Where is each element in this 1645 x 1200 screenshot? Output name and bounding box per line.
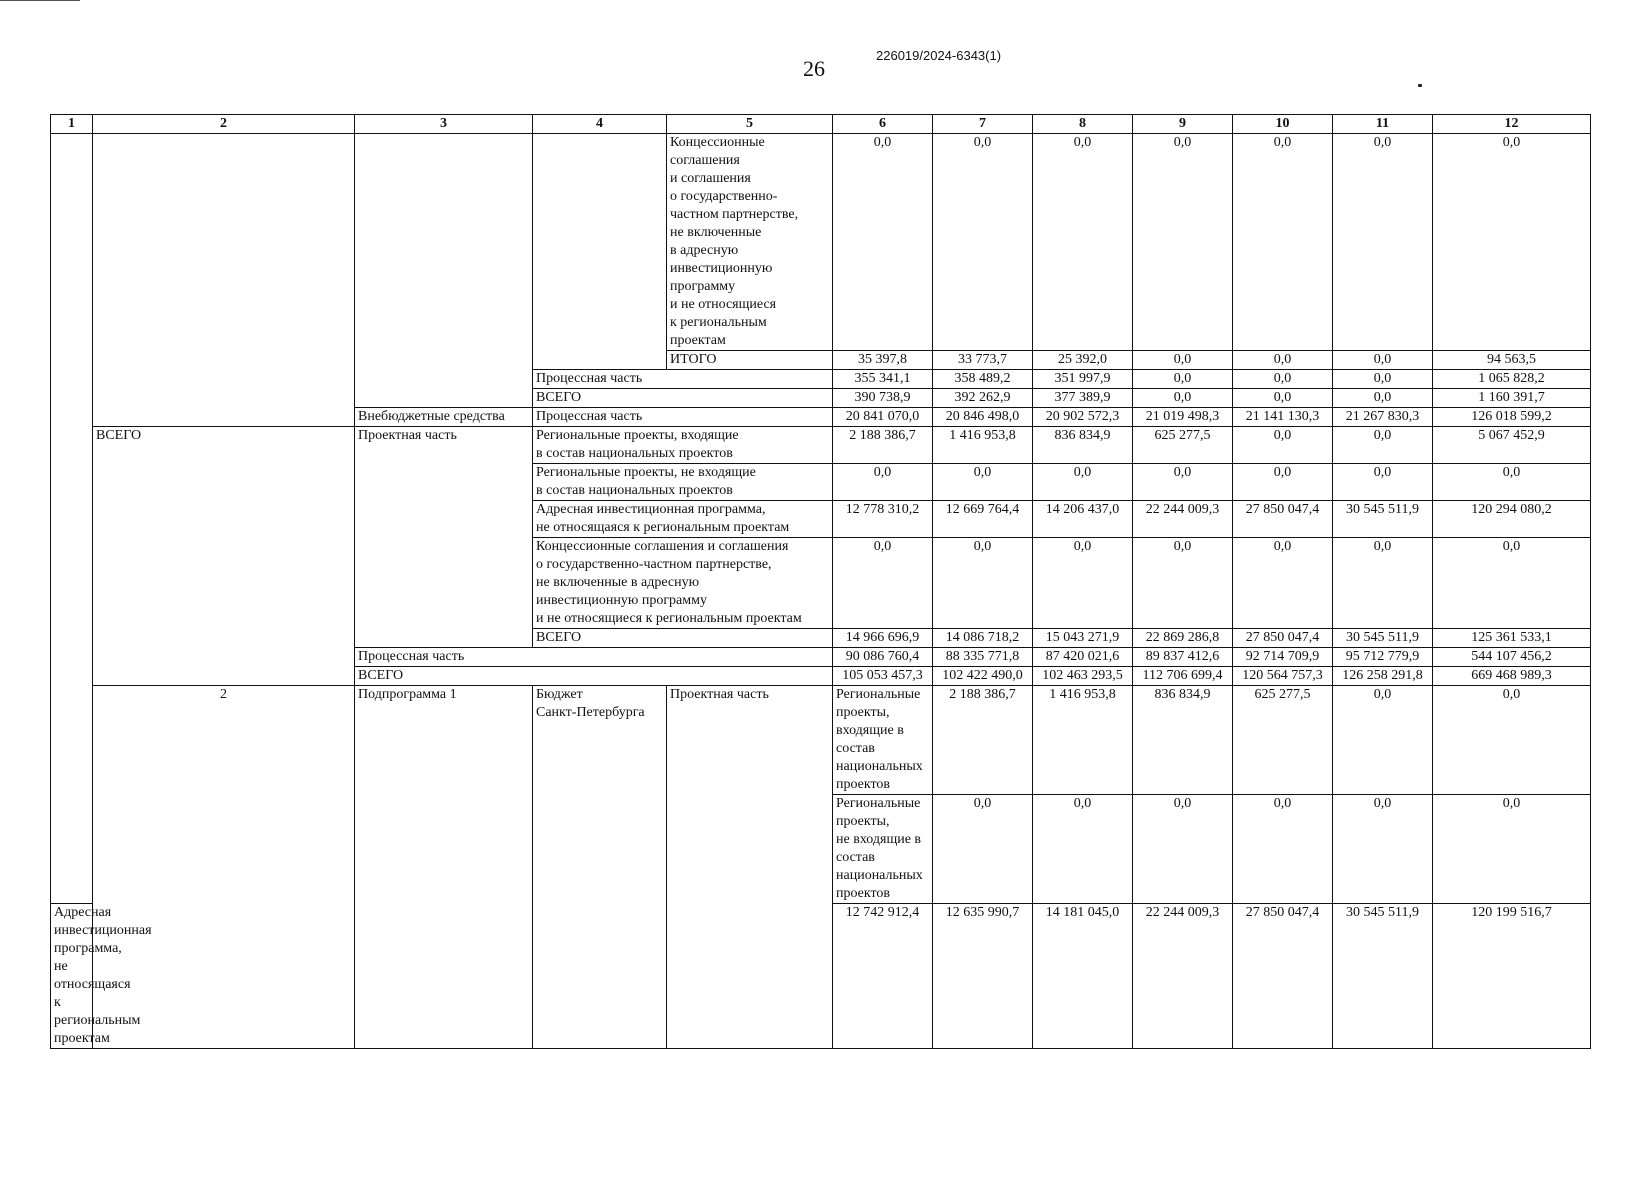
value-cell: 625 277,5 [1133, 427, 1233, 464]
value-cell: 0,0 [1133, 351, 1233, 370]
value-cell: 0,0 [1033, 134, 1133, 351]
value-cell: 120 564 757,3 [1233, 667, 1333, 686]
value-cell: 12 778 310,2 [833, 501, 933, 538]
row-label: Региональные проекты, входящие в состав национальных проектов [833, 686, 933, 795]
col-header: 1 [51, 115, 93, 134]
col-header: 3 [355, 115, 533, 134]
value-cell: 0,0 [1433, 464, 1591, 501]
col-header: 2 [93, 115, 355, 134]
value-cell: 25 392,0 [1033, 351, 1133, 370]
value-cell: 20 902 572,3 [1033, 408, 1133, 427]
value-cell: 1 160 391,7 [1433, 389, 1591, 408]
value-cell: 22 869 286,8 [1133, 629, 1233, 648]
value-cell: 0,0 [1333, 427, 1433, 464]
value-cell: 14 206 437,0 [1033, 501, 1133, 538]
row-label: Адресная инвестиционная программа, не относящаяся к региональным проектам [533, 501, 833, 538]
value-cell: 126 258 291,8 [1333, 667, 1433, 686]
col-header: 6 [833, 115, 933, 134]
value-cell: 0,0 [1233, 370, 1333, 389]
col-header: 4 [533, 115, 667, 134]
value-cell: 15 043 271,9 [1033, 629, 1133, 648]
row-label: Процессная часть [355, 648, 833, 667]
value-cell: 390 738,9 [833, 389, 933, 408]
cell-col4 [533, 134, 667, 370]
value-cell: 1 065 828,2 [1433, 370, 1591, 389]
value-cell: 0,0 [833, 464, 933, 501]
value-cell: 836 834,9 [1033, 427, 1133, 464]
value-cell: 112 706 699,4 [1133, 667, 1233, 686]
value-cell: 87 420 021,6 [1033, 648, 1133, 667]
value-cell: 0,0 [1133, 795, 1233, 904]
value-cell: 377 389,9 [1033, 389, 1133, 408]
value-cell: 2 188 386,7 [833, 427, 933, 464]
value-cell: 27 850 047,4 [1233, 629, 1333, 648]
value-cell: 0,0 [1233, 427, 1333, 464]
value-cell: 14 086 718,2 [933, 629, 1033, 648]
value-cell: 0,0 [1433, 686, 1591, 795]
value-cell: 0,0 [933, 464, 1033, 501]
value-cell: 12 742 912,4 [833, 904, 933, 1049]
value-cell: 120 199 516,7 [1433, 904, 1591, 1049]
col-header: 11 [1333, 115, 1433, 134]
value-cell: 0,0 [1333, 134, 1433, 351]
document-id: 226019/2024-6343(1) [876, 48, 1002, 63]
row-label: Региональные проекты, входящие в состав национальных проектов [533, 427, 833, 464]
table-row [51, 686, 1591, 795]
value-cell: 22 244 009,3 [1133, 501, 1233, 538]
row-label: Процессная часть [533, 408, 833, 427]
value-cell: 0,0 [1133, 538, 1233, 629]
value-cell: 0,0 [1233, 538, 1333, 629]
value-cell: 30 545 511,9 [1333, 904, 1433, 1049]
value-cell: 30 545 511,9 [1333, 629, 1433, 648]
value-cell: 14 966 696,9 [833, 629, 933, 648]
col-header: 5 [667, 115, 833, 134]
row-label: Адресная инвестиционная программа, не относящаяся к региональным проектам [51, 904, 93, 1049]
row-label: ВСЕГО [533, 389, 833, 408]
row-label: Концессионные соглашения и соглашения о государственно- частном партнерстве, не включенные в адресную инвестиционную программу и не относящиеся к региональным проектам [667, 134, 833, 351]
row-label: Региональные проекты, не входящие в состав национальных проектов [533, 464, 833, 501]
row-source: Внебюджетные средства [355, 408, 533, 427]
value-cell: 94 563,5 [1433, 351, 1591, 370]
value-cell: 30 545 511,9 [1333, 501, 1433, 538]
budget-table [50, 114, 1591, 1049]
value-cell: 544 107 456,2 [1433, 648, 1591, 667]
value-cell: 0,0 [1133, 464, 1233, 501]
value-cell: 0,0 [1033, 795, 1133, 904]
value-cell: 35 397,8 [833, 351, 933, 370]
row-label: ИТОГО [667, 351, 833, 370]
value-cell: 0,0 [833, 538, 933, 629]
value-cell: 1 416 953,8 [1033, 686, 1133, 795]
row-part: Проектная часть [355, 427, 533, 648]
value-cell: 21 019 498,3 [1133, 408, 1233, 427]
value-cell: 14 181 045,0 [1033, 904, 1133, 1049]
value-cell: 1 416 953,8 [933, 427, 1033, 464]
value-cell: 89 837 412,6 [1133, 648, 1233, 667]
value-cell: 2 188 386,7 [933, 686, 1033, 795]
value-cell: 102 422 490,0 [933, 667, 1033, 686]
value-cell: 12 669 764,4 [933, 501, 1033, 538]
value-cell: 669 468 989,3 [1433, 667, 1591, 686]
col-header: 7 [933, 115, 1033, 134]
cell-col2 [93, 134, 355, 427]
value-cell: 88 335 771,8 [933, 648, 1033, 667]
value-cell: 126 018 599,2 [1433, 408, 1591, 427]
value-cell: 102 463 293,5 [1033, 667, 1133, 686]
col-header: 12 [1433, 115, 1591, 134]
value-cell: 33 773,7 [933, 351, 1033, 370]
row-label: Региональные проекты, не входящие в состав национальных проектов [833, 795, 933, 904]
value-cell: 0,0 [1333, 538, 1433, 629]
col-header: 9 [1133, 115, 1233, 134]
value-cell: 0,0 [933, 795, 1033, 904]
value-cell: 0,0 [1433, 795, 1591, 904]
row-group: ВСЕГО [93, 427, 355, 686]
value-cell: 358 489,2 [933, 370, 1033, 389]
value-cell: 27 850 047,4 [1233, 501, 1333, 538]
value-cell: 0,0 [933, 538, 1033, 629]
value-cell: 20 846 498,0 [933, 408, 1033, 427]
value-cell: 22 244 009,3 [1133, 904, 1233, 1049]
cell-col3 [355, 134, 533, 408]
value-cell: 120 294 080,2 [1433, 501, 1591, 538]
value-cell: 0,0 [1333, 351, 1433, 370]
scan-edge-line [0, 0, 80, 1]
value-cell: 90 086 760,4 [833, 648, 933, 667]
value-cell: 21 141 130,3 [1233, 408, 1333, 427]
value-cell: 0,0 [1133, 134, 1233, 351]
row-part: Проектная часть [667, 686, 833, 1049]
value-cell: 95 712 779,9 [1333, 648, 1433, 667]
row-source: Бюджет Санкт-Петербурга [533, 686, 667, 1049]
row-number: 2 [93, 686, 355, 1049]
value-cell: 5 067 452,9 [1433, 427, 1591, 464]
value-cell: 0,0 [933, 134, 1033, 351]
header-row [51, 115, 1591, 134]
row-group: Подпрограмма 1 [355, 686, 533, 1049]
value-cell: 0,0 [1333, 370, 1433, 389]
value-cell: 0,0 [833, 134, 933, 351]
value-cell: 20 841 070,0 [833, 408, 933, 427]
value-cell: 355 341,1 [833, 370, 933, 389]
value-cell: 27 850 047,4 [1233, 904, 1333, 1049]
value-cell: 92 714 709,9 [1233, 648, 1333, 667]
value-cell: 836 834,9 [1133, 686, 1233, 795]
col-header: 10 [1233, 115, 1333, 134]
table-row [51, 134, 1591, 351]
value-cell: 0,0 [1033, 538, 1133, 629]
col-header: 8 [1033, 115, 1133, 134]
row-label: Процессная часть [533, 370, 833, 389]
value-cell: 105 053 457,3 [833, 667, 933, 686]
table-row [51, 427, 1591, 464]
value-cell: 125 361 533,1 [1433, 629, 1591, 648]
value-cell: 0,0 [1333, 795, 1433, 904]
cell-num [51, 134, 93, 904]
row-label: Концессионные соглашения и соглашения о государственно-частном партнерстве, не включенные в адресную инвестиционную программу и не относящиеся к региональным проектам [533, 538, 833, 629]
row-label: ВСЕГО [355, 667, 833, 686]
value-cell: 0,0 [1233, 389, 1333, 408]
value-cell: 392 262,9 [933, 389, 1033, 408]
value-cell: 21 267 830,3 [1333, 408, 1433, 427]
scan-speck [1418, 84, 1422, 87]
value-cell: 0,0 [1433, 134, 1591, 351]
page-number: 26 [803, 56, 825, 81]
value-cell: 0,0 [1333, 389, 1433, 408]
value-cell: 0,0 [1333, 464, 1433, 501]
value-cell: 0,0 [1233, 134, 1333, 351]
value-cell: 0,0 [1233, 464, 1333, 501]
value-cell: 12 635 990,7 [933, 904, 1033, 1049]
value-cell: 0,0 [1133, 389, 1233, 408]
value-cell: 0,0 [1233, 795, 1333, 904]
value-cell: 0,0 [1233, 351, 1333, 370]
value-cell: 0,0 [1333, 686, 1433, 795]
value-cell: 0,0 [1433, 538, 1591, 629]
value-cell: 625 277,5 [1233, 686, 1333, 795]
value-cell: 0,0 [1133, 370, 1233, 389]
row-label: ВСЕГО [533, 629, 833, 648]
value-cell: 0,0 [1033, 464, 1133, 501]
value-cell: 351 997,9 [1033, 370, 1133, 389]
